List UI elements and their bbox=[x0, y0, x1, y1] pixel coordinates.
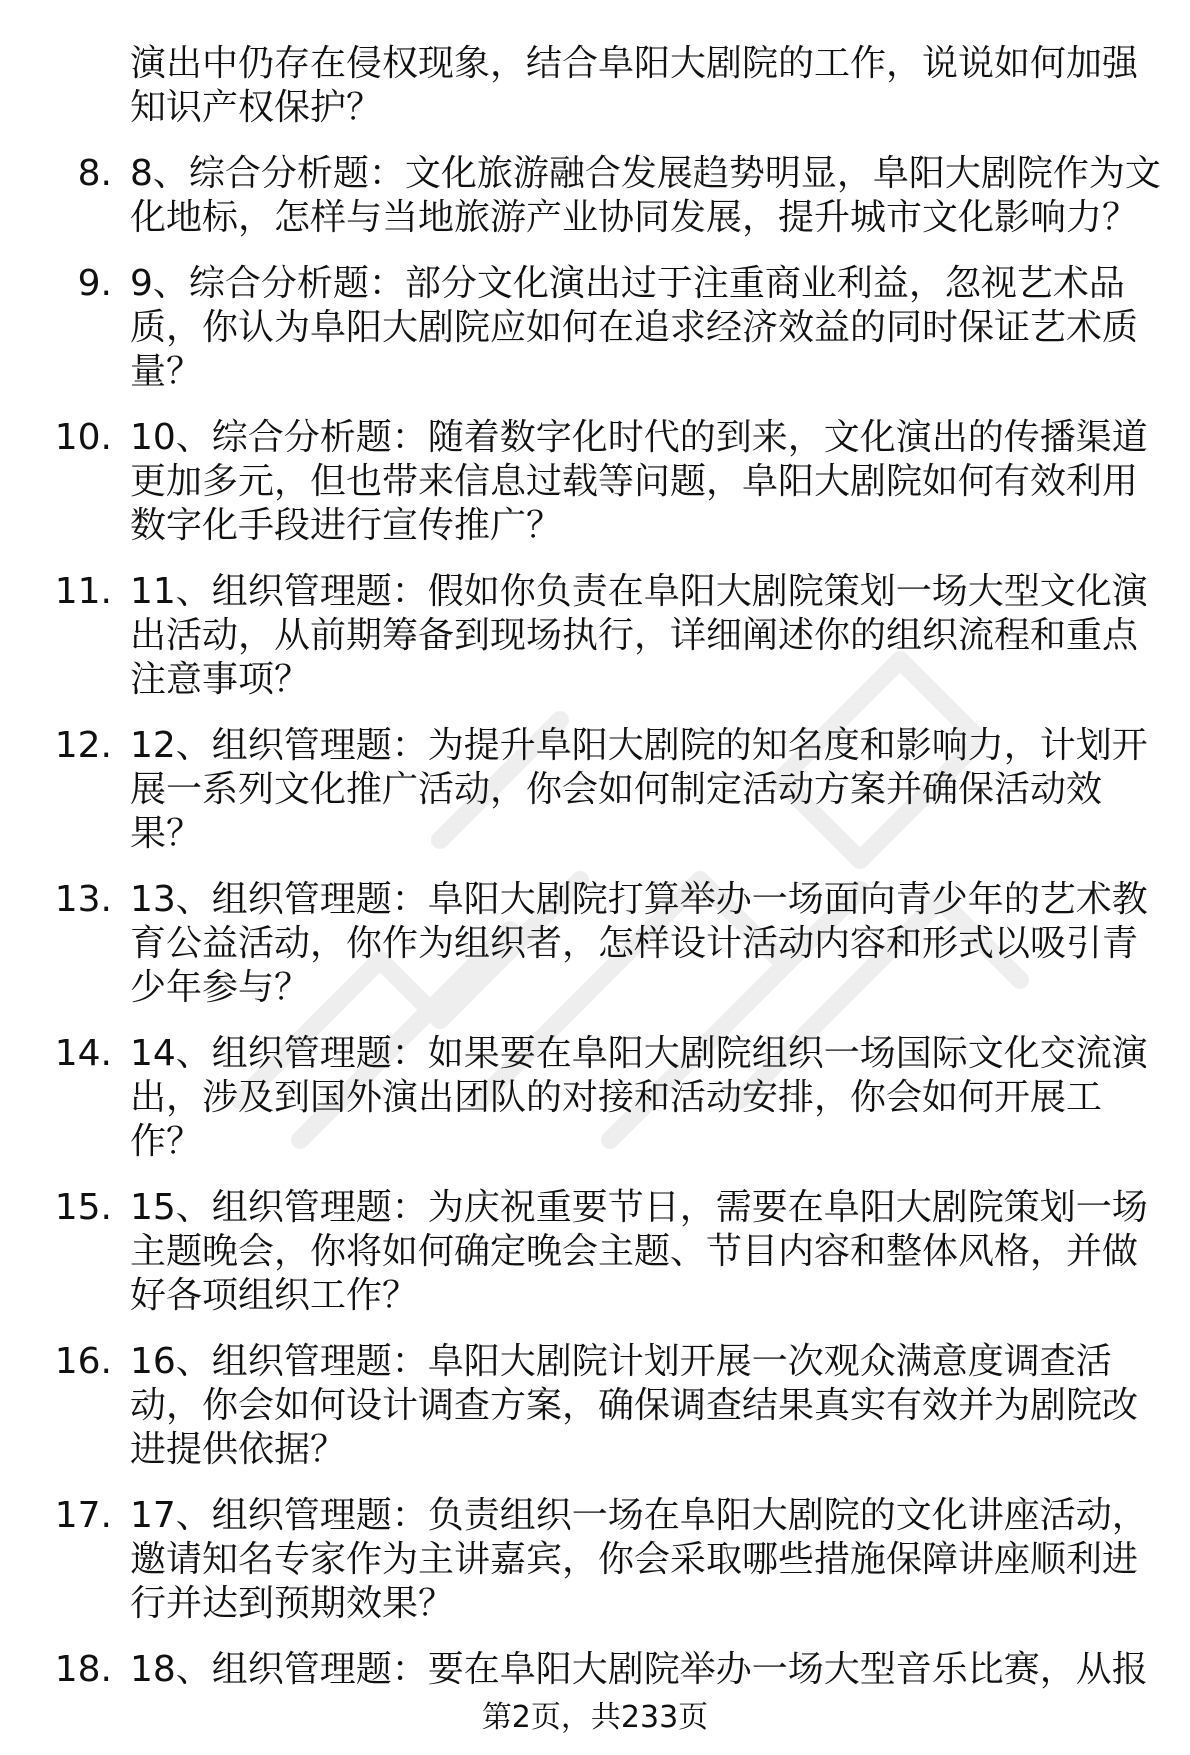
question-number: 11. bbox=[54, 571, 112, 612]
question-item bbox=[0, 152, 1190, 240]
question-item bbox=[0, 878, 1190, 1010]
question-number: 17. bbox=[54, 1495, 112, 1536]
question-text: 11、组织管理题：假如你负责在阜阳大剧院策划一场大型文化演出活动，从前期筹备到现场执行，详细阐述你的组织流程和重点注意事项？ bbox=[130, 571, 1148, 700]
question-text: 13、组织管理题：阜阳大剧院打算举办一场面向青少年的艺术教育公益活动，你作为组织者，怎样设计活动内容和形式以吸引青少年参与？ bbox=[130, 879, 1148, 1008]
question-text: 14、组织管理题：如果要在阜阳大剧院组织一场国际文化交流演出，涉及到国外演出团队的对接和活动安排，你会如何开展工作？ bbox=[130, 1033, 1148, 1162]
question-content bbox=[0, 42, 1190, 1692]
question-number: 18. bbox=[54, 1649, 112, 1690]
question-item bbox=[0, 1494, 1190, 1626]
question-item bbox=[0, 262, 1190, 394]
question-number: 8. bbox=[77, 153, 112, 194]
question-text: 10、综合分析题：随着数字化时代的到来，文化演出的传播渠道更加多元，但也带来信息过载等问题，阜阳大剧院如何有效利用数字化手段进行宣传推广？ bbox=[130, 417, 1148, 546]
question-text: 18、组织管理题：要在阜阳大剧院举办一场大型音乐比赛，从报 bbox=[130, 1649, 1148, 1690]
question-item bbox=[0, 1340, 1190, 1472]
question-item bbox=[0, 416, 1190, 548]
question-number: 9. bbox=[77, 263, 112, 304]
question-item bbox=[0, 724, 1190, 856]
question-text: 12、组织管理题：为提升阜阳大剧院的知名度和影响力，计划开展一系列文化推广活动，你会如何制定活动方案并确保活动效果？ bbox=[130, 725, 1148, 854]
question-text: 15、组织管理题：为庆祝重要节日，需要在阜阳大剧院策划一场主题晚会，你将如何确定晚会主题、节目内容和整体风格，并做好各项组织工作？ bbox=[130, 1187, 1148, 1316]
question-number: 14. bbox=[54, 1033, 112, 1074]
question-number: 12. bbox=[54, 725, 112, 766]
continuation-paragraph: 演出中仍存在侵权现象，结合阜阳大剧院的工作，说说如何加强知识产权保护？ bbox=[130, 43, 1139, 128]
question-text: 16、组织管理题：阜阳大剧院计划开展一次观众满意度调查活动，你会如何设计调查方案，确保调查结果真实有效并为剧院改进提供依据？ bbox=[130, 1341, 1139, 1470]
question-number: 15. bbox=[54, 1187, 112, 1228]
question-text: 9、综合分析题：部分文化演出过于注重商业利益，忽视艺术品质，你认为阜阳大剧院应如何在追求经济效益的同时保证艺术质量？ bbox=[130, 263, 1139, 392]
question-item bbox=[0, 1186, 1190, 1318]
question-text: 8、综合分析题：文化旅游融合发展趋势明显，阜阳大剧院作为文化地标，怎样与当地旅游产业协同发展，提升城市文化影响力？ bbox=[130, 153, 1161, 238]
question-number: 10. bbox=[54, 417, 112, 458]
question-item bbox=[0, 570, 1190, 702]
question-item bbox=[0, 1032, 1190, 1164]
question-number: 13. bbox=[54, 879, 112, 920]
question-text: 17、组织管理题：负责组织一场在阜阳大剧院的文化讲座活动，邀请知名专家作为主讲嘉宾，你会采取哪些措施保障讲座顺利进行并达到预期效果？ bbox=[130, 1495, 1148, 1624]
page-footer: 第2页，共233页 bbox=[481, 1700, 709, 1735]
question-number: 16. bbox=[54, 1341, 112, 1382]
question-list bbox=[0, 152, 1190, 1692]
question-item bbox=[0, 1648, 1190, 1692]
